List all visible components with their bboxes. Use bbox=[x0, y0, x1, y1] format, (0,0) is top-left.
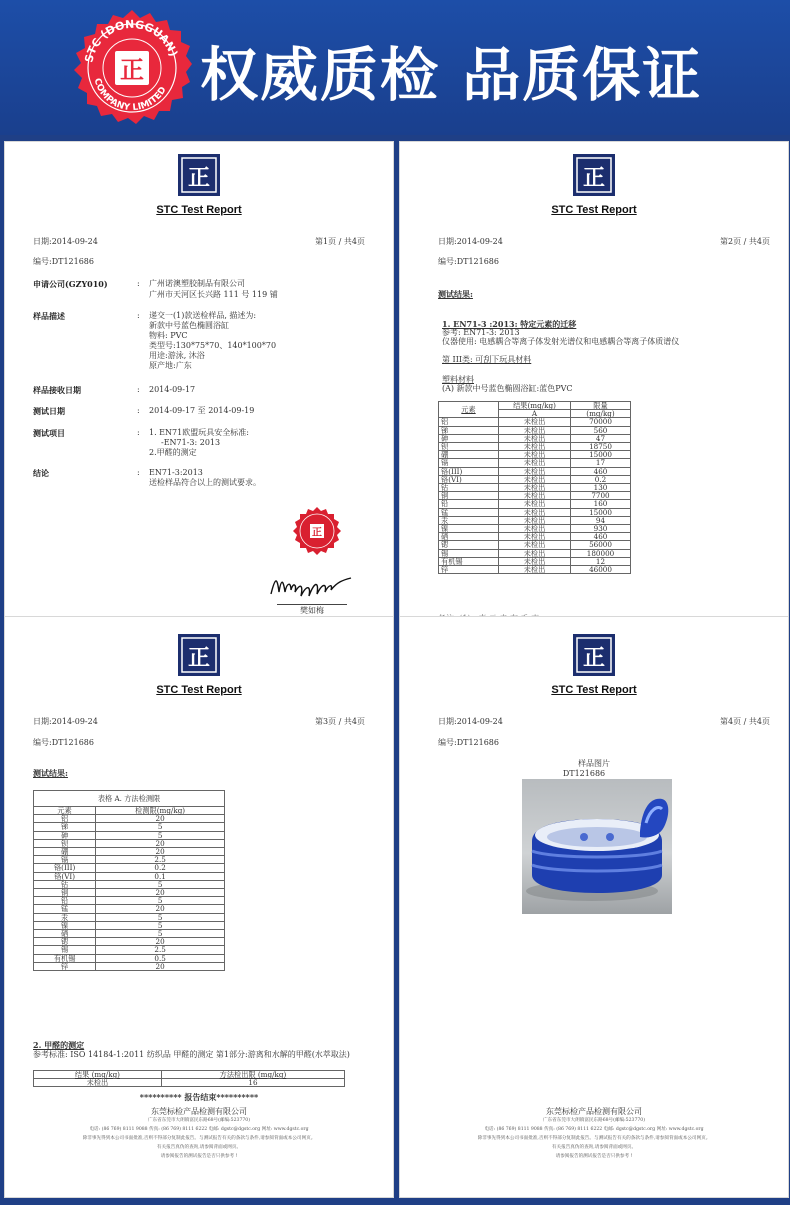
table-cell: 硒 bbox=[439, 533, 499, 541]
table-cell: 2.5 bbox=[96, 946, 225, 954]
table-cell: 汞 bbox=[439, 516, 499, 524]
report-number: 编号:DT121686 bbox=[438, 738, 499, 747]
svg-text:正: 正 bbox=[312, 527, 322, 539]
table-cell: 未检出 bbox=[499, 516, 571, 524]
report-page-1 bbox=[5, 142, 393, 620]
svg-text:正: 正 bbox=[582, 645, 606, 671]
table-row bbox=[34, 905, 225, 913]
table-cell: 铝 bbox=[439, 418, 499, 426]
report-date: 日期:2014-09-24 bbox=[33, 717, 98, 726]
table-row bbox=[34, 823, 225, 831]
table-cell: 130 bbox=[571, 484, 631, 492]
stc-logo-icon bbox=[178, 154, 220, 196]
formaldehyde-table bbox=[33, 1070, 345, 1087]
table-cell: 20 bbox=[96, 815, 225, 823]
conclusion-label: 结论 bbox=[33, 468, 49, 478]
table-cell: 70000 bbox=[571, 418, 631, 426]
table-cell: 未检出 bbox=[499, 467, 571, 475]
colon: : bbox=[137, 428, 140, 437]
material-line: (A) 新款中号蓝色椭圆浴缸:蓝色PVC bbox=[442, 384, 573, 393]
table-row bbox=[34, 946, 225, 954]
migration-results-table bbox=[438, 401, 631, 574]
table-cell: 5 bbox=[96, 921, 225, 929]
table-cell: 锶 bbox=[439, 541, 499, 549]
sample-line: 递交一(1)款送检样品, 描述为: bbox=[149, 311, 257, 320]
table-cell: 20 bbox=[96, 889, 225, 897]
stc-logo-icon bbox=[178, 634, 220, 676]
test-item-line: 2.甲醛的测定 bbox=[149, 448, 197, 457]
table-cell: 5 bbox=[96, 880, 225, 888]
report-page-2 bbox=[400, 142, 788, 620]
table-cell: 46000 bbox=[571, 566, 631, 574]
table-cell: 未检出 bbox=[34, 1079, 162, 1087]
company-name: 东莞标检产品检测有限公司 bbox=[546, 1107, 642, 1116]
table-caption: 表格 A. 方法检测限 bbox=[34, 791, 225, 807]
table-cell: 15000 bbox=[571, 451, 631, 459]
test-items-label: 测试项目 bbox=[33, 428, 65, 438]
photo-caption: 样品图片 bbox=[578, 759, 610, 768]
table-row bbox=[439, 500, 631, 508]
report-title: STC Test Report bbox=[551, 684, 637, 696]
table-cell: 5 bbox=[96, 930, 225, 938]
table-cell: 砷 bbox=[34, 831, 96, 839]
table-cell: 未检出 bbox=[499, 418, 571, 426]
table-subheader: (mg/kg) bbox=[571, 410, 631, 418]
table-cell: 未检出 bbox=[499, 557, 571, 565]
table-cell: 94 bbox=[571, 516, 631, 524]
table-cell: 56000 bbox=[571, 541, 631, 549]
table-cell: 镍 bbox=[34, 921, 96, 929]
table-cell: 铜 bbox=[34, 889, 96, 897]
report-title: STC Test Report bbox=[156, 684, 242, 696]
table-cell: 930 bbox=[571, 525, 631, 533]
bathtub-icon bbox=[522, 779, 672, 914]
sample-line: 物料: PVC bbox=[149, 331, 188, 340]
svg-text:正: 正 bbox=[120, 55, 144, 84]
table-cell: 铬(III) bbox=[34, 864, 96, 872]
formaldehyde-reference: 参考标准: ISO 14184-1:2011 纺织品 甲醛的测定 第1部分:游离和水解的甲醛(水萃取法) bbox=[33, 1050, 350, 1059]
table-cell: 未检出 bbox=[499, 443, 571, 451]
table-cell: 18750 bbox=[571, 443, 631, 451]
table-subheader: A bbox=[499, 410, 571, 418]
table-cell: 铜 bbox=[439, 492, 499, 500]
received-date-label: 样品接收日期 bbox=[33, 385, 81, 395]
table-cell: 17 bbox=[571, 459, 631, 467]
table-cell: 锶 bbox=[34, 938, 96, 946]
table-cell: 铬(VI) bbox=[34, 872, 96, 880]
table-cell: 铅 bbox=[439, 500, 499, 508]
footer-line: 有关报告真伪的查询,请参阅背面或网页。 bbox=[551, 1145, 637, 1150]
table-row bbox=[439, 418, 631, 426]
stc-seal-icon bbox=[70, 8, 194, 132]
report-date: 日期:2014-09-24 bbox=[33, 237, 98, 246]
table-cell: 未检出 bbox=[499, 500, 571, 508]
table-cell: 5 bbox=[96, 897, 225, 905]
report-number: 编号:DT121686 bbox=[438, 257, 499, 266]
table-cell: 2.5 bbox=[96, 856, 225, 864]
report-title: STC Test Report bbox=[551, 204, 637, 216]
table-cell: 20 bbox=[96, 905, 225, 913]
table-cell: 7700 bbox=[571, 492, 631, 500]
table-cell: 锑 bbox=[439, 426, 499, 434]
formaldehyde-title: 2. 甲醛的测定 bbox=[33, 1040, 85, 1050]
sample-line: 类型号:130*75*70、140*100*70 bbox=[149, 341, 277, 350]
table-cell: 0.2 bbox=[571, 475, 631, 483]
table-header: 元素 bbox=[439, 402, 499, 418]
colon: : bbox=[137, 311, 140, 320]
conclusion-line: 送检样品符合以上的测试要求。 bbox=[149, 478, 261, 487]
received-date-value: 2014-09-17 bbox=[149, 385, 196, 394]
report-page-3 bbox=[5, 617, 393, 1197]
footer-line: 有关报告真伪的查询,请参阅背面或网页。 bbox=[156, 1145, 242, 1150]
table-row bbox=[439, 541, 631, 549]
table-cell: 未检出 bbox=[499, 451, 571, 459]
instrument-line: 仪器使用: 电感耦合等离子体发射光谱仪和电感耦合等离子体质谱仪 bbox=[442, 337, 680, 346]
material-heading: 塑料材料 bbox=[442, 375, 474, 384]
footer-line: 请参阅报告的测试报告是否只供参考 ! bbox=[160, 1154, 238, 1159]
table-cell: 有机锡 bbox=[34, 954, 96, 962]
banner-title: 权威质检 品质保证 bbox=[200, 41, 703, 109]
table-cell: 未检出 bbox=[499, 475, 571, 483]
sample-label: 样品描述 bbox=[33, 311, 65, 321]
table-row bbox=[439, 566, 631, 574]
table-cell: 未检出 bbox=[499, 549, 571, 557]
page-number: 第2页 / 共4页 bbox=[720, 237, 770, 246]
colon: : bbox=[137, 279, 140, 288]
table-cell: 钡 bbox=[34, 839, 96, 847]
table-row bbox=[439, 459, 631, 467]
report-end: ********** 报告结束********** bbox=[139, 1092, 259, 1102]
section-title: 1. EN71-3 :2013: 特定元素的迁移 bbox=[442, 319, 577, 329]
table-cell: 硼 bbox=[34, 848, 96, 856]
table-cell: 20 bbox=[96, 962, 225, 970]
table-cell: 未检出 bbox=[499, 525, 571, 533]
table-row bbox=[34, 962, 225, 970]
table-cell: 5 bbox=[96, 831, 225, 839]
table-cell: 未检出 bbox=[499, 508, 571, 516]
svg-text:正: 正 bbox=[187, 645, 211, 671]
table-cell: 0.5 bbox=[96, 954, 225, 962]
colon: : bbox=[137, 468, 140, 477]
table-cell: 0.1 bbox=[96, 872, 225, 880]
footer-line: 电话: (86 769) 8111 9088 传真: (86 769) 8111 6222 电邮: dgstc@dgstc.org 网址: www.dgstc.org bbox=[484, 1127, 704, 1132]
svg-text:STC (DONGGUAN): STC (DONGGUAN) bbox=[82, 17, 181, 64]
table-cell: 锡 bbox=[34, 946, 96, 954]
table-cell: 160 bbox=[571, 500, 631, 508]
table-cell: 钴 bbox=[439, 484, 499, 492]
page-number: 第1页 / 共4页 bbox=[315, 237, 365, 246]
company-stamp-icon bbox=[292, 506, 342, 556]
table-cell: 硼 bbox=[439, 451, 499, 459]
sample-photo bbox=[522, 779, 672, 914]
test-item-line: 1. EN71欧盟玩具安全标准: bbox=[149, 428, 249, 437]
table-cell: 锡 bbox=[439, 549, 499, 557]
table-header: 结果 (mg/kg) bbox=[34, 1071, 162, 1079]
signature-icon bbox=[267, 568, 357, 600]
table-cell: 锌 bbox=[439, 566, 499, 574]
table-cell: 锑 bbox=[34, 823, 96, 831]
table-cell: 钴 bbox=[34, 880, 96, 888]
conclusion-line: EN71-3:2013 bbox=[149, 468, 203, 477]
table-header: 元素 bbox=[34, 807, 96, 815]
test-item-line: -EN71-3: 2013 bbox=[161, 438, 221, 447]
table-header: 结果(mg/kg) bbox=[499, 402, 571, 410]
table-cell: 5 bbox=[96, 913, 225, 921]
company-footer bbox=[400, 1107, 788, 1161]
reference-standard: 参考: EN71-3: 2013 bbox=[442, 328, 520, 337]
report-number: 编号:DT121686 bbox=[33, 738, 94, 747]
signer-name: 樊如梅 bbox=[277, 604, 347, 616]
report-date: 日期:2014-09-24 bbox=[438, 237, 503, 246]
table-row bbox=[34, 864, 225, 872]
report-page-4 bbox=[400, 617, 788, 1197]
stc-logo-icon bbox=[573, 634, 615, 676]
table-cell: 5 bbox=[96, 823, 225, 831]
header-banner bbox=[0, 0, 790, 135]
table-cell: 锰 bbox=[34, 905, 96, 913]
svg-text:COMPANY LIMITED: COMPANY LIMITED bbox=[91, 77, 169, 114]
footer-line: 广东省东莞市大朗镇富民东路68号(邮编:523770) bbox=[147, 1118, 250, 1123]
test-date-label: 测试日期 bbox=[33, 406, 65, 416]
report-number: 编号:DT121686 bbox=[33, 257, 94, 266]
table-cell: 20 bbox=[96, 848, 225, 856]
table-cell: 未检出 bbox=[499, 426, 571, 434]
table-cell: 未检出 bbox=[499, 459, 571, 467]
report-title: STC Test Report bbox=[156, 204, 242, 216]
table-cell: 未检出 bbox=[499, 533, 571, 541]
table-cell: 未检出 bbox=[499, 566, 571, 574]
test-date-value: 2014-09-17 至 2014-09-19 bbox=[149, 406, 255, 415]
sample-line: 原产地:广东 bbox=[149, 361, 192, 370]
stc-logo-icon bbox=[573, 154, 615, 196]
table-cell: 锌 bbox=[34, 962, 96, 970]
category-line: 第 III类: 可刮下玩具材料 bbox=[442, 355, 532, 364]
applicant-label: 申请公司(GZY010) bbox=[33, 279, 108, 289]
table-cell: 20 bbox=[96, 938, 225, 946]
photo-id: DT121686 bbox=[562, 769, 606, 778]
table-cell: 铬(III) bbox=[439, 467, 499, 475]
applicant-line: 广州诺澳塑胶制品有限公司 bbox=[149, 279, 245, 288]
table-cell: 未检出 bbox=[499, 434, 571, 442]
table-cell: 砷 bbox=[439, 434, 499, 442]
footer-line: 广东省东莞市大朗镇富民东路68号(邮编:523770) bbox=[542, 1118, 645, 1123]
table-cell: 铬(VI) bbox=[439, 475, 499, 483]
company-footer bbox=[5, 1107, 393, 1161]
table-cell: 镉 bbox=[34, 856, 96, 864]
table-cell: 15000 bbox=[571, 508, 631, 516]
table-cell: 钡 bbox=[439, 443, 499, 451]
results-heading: 测试结果: bbox=[438, 289, 473, 299]
company-name: 东莞标检产品检测有限公司 bbox=[151, 1107, 247, 1116]
applicant-line: 广州市天河区长兴路 111 号 119 铺 bbox=[149, 290, 278, 299]
table-cell: 镍 bbox=[439, 525, 499, 533]
table-cell: 460 bbox=[571, 533, 631, 541]
sample-line: 用途:游泳, 沐浴 bbox=[149, 351, 205, 360]
table-cell: 未检出 bbox=[499, 492, 571, 500]
detection-limit-table bbox=[33, 790, 225, 971]
footer-line: 电话: (86 769) 8111 9088 传真: (86 769) 8111 6222 电邮: dgstc@dgstc.org 网址: www.dgstc.org bbox=[89, 1127, 309, 1132]
table-cell: 铅 bbox=[34, 897, 96, 905]
table-header: 方法检出限 (mg/kg) bbox=[161, 1071, 344, 1079]
table-header: 检测限(mg/kg) bbox=[96, 807, 225, 815]
svg-text:正: 正 bbox=[187, 165, 211, 191]
table-cell: 铝 bbox=[34, 815, 96, 823]
table-cell: 0.2 bbox=[96, 864, 225, 872]
table-cell: 未检出 bbox=[499, 484, 571, 492]
table-cell: 汞 bbox=[34, 913, 96, 921]
table-cell: 锰 bbox=[439, 508, 499, 516]
report-date: 日期:2014-09-24 bbox=[438, 717, 503, 726]
table-cell: 硒 bbox=[34, 930, 96, 938]
results-heading: 测试结果: bbox=[33, 768, 68, 778]
footer-line: 除非事先得到本公司书面批准,否则不得部分复制此报告。与测试报告有关的条款与条件,请参阅背面或本公司网页。 bbox=[477, 1136, 711, 1141]
page-number: 第4页 / 共4页 bbox=[720, 717, 770, 726]
footer-line: 请参阅报告的测试报告是否只供参考 ! bbox=[555, 1154, 633, 1159]
table-cell: 镉 bbox=[439, 459, 499, 467]
table-cell: 12 bbox=[571, 557, 631, 565]
table-cell: 560 bbox=[571, 426, 631, 434]
table-cell: 47 bbox=[571, 434, 631, 442]
table-cell: 16 bbox=[161, 1079, 344, 1087]
sample-line: 新款中号蓝色椭圆浴缸 bbox=[149, 321, 229, 330]
table-cell: 460 bbox=[571, 467, 631, 475]
table-header: 限量 bbox=[571, 402, 631, 410]
svg-text:正: 正 bbox=[582, 165, 606, 191]
table-cell: 20 bbox=[96, 839, 225, 847]
table-cell: 180000 bbox=[571, 549, 631, 557]
colon: : bbox=[137, 385, 140, 394]
table-cell: 有机锡 bbox=[439, 557, 499, 565]
colon: : bbox=[137, 406, 140, 415]
page-number: 第3页 / 共4页 bbox=[315, 717, 365, 726]
table-cell: 未检出 bbox=[499, 541, 571, 549]
footer-line: 除非事先得到本公司书面批准,否则不得部分复制此报告。与测试报告有关的条款与条件,请参阅背面或本公司网页。 bbox=[82, 1136, 316, 1141]
